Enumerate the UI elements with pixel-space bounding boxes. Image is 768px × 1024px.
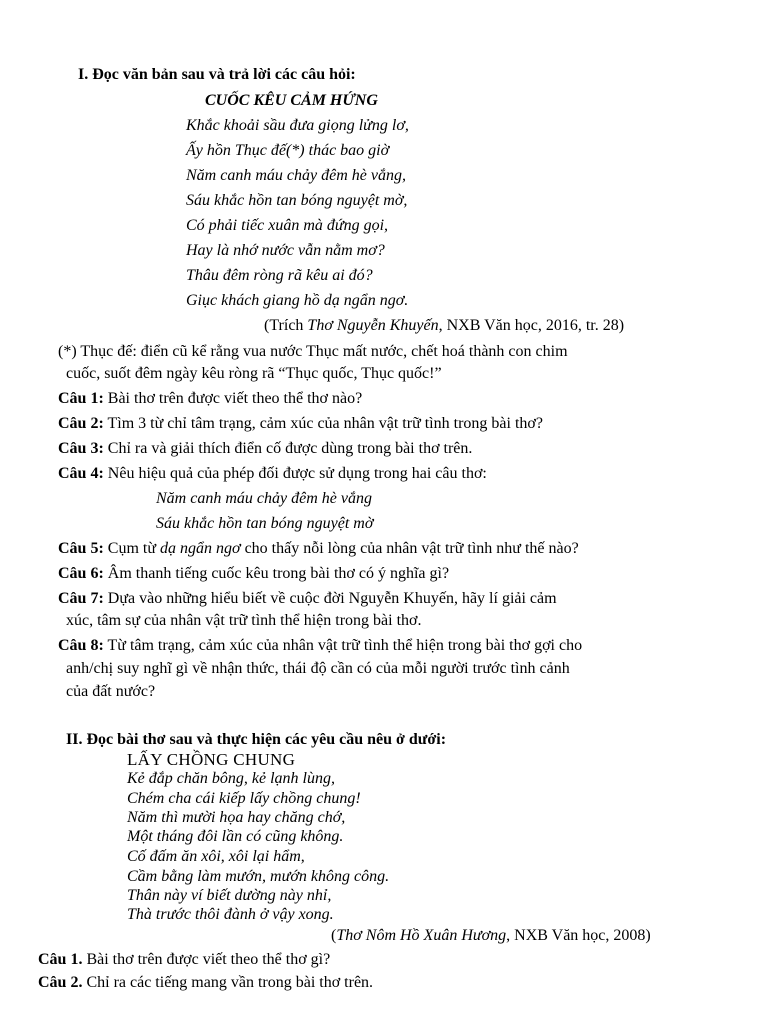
section1-poem-line: Hay là nhớ nước vẫn nằm mơ? — [186, 242, 385, 259]
section2-heading: II. Đọc bài thơ sau và thực hiện các yêu cầu nêu ở dưới: — [66, 731, 447, 748]
section1-footnote: (*) Thục đế: điển cũ kể rằng vua nước Thục mất nước, chết hoá thành con chim — [58, 343, 568, 360]
section1-footnote-cont: cuốc, suốt đêm ngày kêu ròng rã “Thục quốc, Thục quốc!” — [66, 365, 442, 382]
section1-question-4-verse: Năm canh máu chảy đêm hè vắng — [156, 490, 372, 507]
section2-poem-line: Kẻ đắp chăn bông, kẻ lạnh lùng, — [127, 770, 335, 787]
section1-question-8-cont: anh/chị suy nghĩ gì về nhận thức, thái độ cần có của mỗi người trước tình cảnh — [66, 660, 570, 677]
section2-poem-title: LẤY CHỒNG CHUNG — [127, 750, 296, 769]
section1-question-7: Câu 7: Dựa vào những hiểu biết về cuộc đời Nguyễn Khuyến, hãy lí giải cảm — [58, 590, 557, 607]
section1-question-4-verse: Sáu khắc hồn tan bóng nguyệt mờ — [156, 515, 374, 532]
section1-poem-title: CUỐC KÊU CẢM HỨNG — [205, 92, 378, 109]
section1-poem-line: Sáu khắc hồn tan bóng nguyệt mờ, — [186, 192, 408, 209]
section1-poem-line: Giục khách giang hồ dạ ngẩn ngơ. — [186, 292, 409, 309]
section1-poem-line: Thâu đêm ròng rã kêu ai đó? — [186, 267, 373, 284]
section1-question-6: Câu 6: Âm thanh tiếng cuốc kêu trong bài thơ có ý nghĩa gì? — [58, 565, 450, 582]
section1-question-8-cont: của đất nước? — [66, 683, 156, 700]
section1-question-1: Câu 1: Bài thơ trên được viết theo thể thơ nào? — [58, 390, 363, 407]
section1-question-7-cont: xúc, tâm sự của nhân vật trữ tình thể hiện trong bài thơ. — [66, 612, 422, 629]
section2-source: (Thơ Nôm Hồ Xuân Hương, NXB Văn học, 2008) — [331, 927, 651, 944]
section2-poem-line: Cố đấm ăn xôi, xôi lại hẩm, — [127, 848, 305, 865]
section1-question-5: Câu 5: Cụm từ dạ ngẩn ngơ cho thấy nỗi lòng của nhân vật trữ tình như thế nào? — [58, 540, 579, 557]
section1-question-4: Câu 4: Nêu hiệu quả của phép đối được sử dụng trong hai câu thơ: — [58, 465, 487, 482]
section2-poem-line: Thà trước thôi đành ở vậy xong. — [127, 906, 334, 923]
section1-poem-line: Khắc khoải sầu đưa giọng lửng lơ, — [186, 117, 409, 134]
section1-source: (Trích Thơ Nguyễn Khuyến, NXB Văn học, 2016, tr. 28) — [264, 317, 625, 334]
section2-question-2: Câu 2. Chỉ ra các tiếng mang vần trong bài thơ trên. — [38, 974, 374, 991]
section2-poem-line: Cầm bằng làm mướn, mướn không công. — [127, 868, 390, 885]
section1-poem-line: Năm canh máu chảy đêm hè vắng, — [186, 167, 406, 184]
section2-poem-line: Chém cha cái kiếp lấy chồng chung! — [127, 790, 361, 807]
section1-poem-line: Ấy hồn Thục đế(*) thác bao giờ — [186, 142, 390, 159]
section1-question-2: Câu 2: Tìm 3 từ chỉ tâm trạng, cảm xúc của nhân vật trữ tình trong bài thơ? — [58, 415, 543, 432]
section2-poem-line: Thân này ví biết dường này nhỉ, — [127, 887, 332, 904]
section1-poem-line: Có phải tiếc xuân mà đứng gọi, — [186, 217, 389, 234]
section2-poem-line: Một tháng đôi lần có cũng không. — [127, 828, 344, 845]
section1-question-3: Câu 3: Chỉ ra và giải thích điển cố được dùng trong bài thơ trên. — [58, 440, 473, 457]
section2-question-1: Câu 1. Bài thơ trên được viết theo thể thơ gì? — [38, 951, 331, 968]
section1-question-8: Câu 8: Từ tâm trạng, cảm xúc của nhân vật trữ tình thể hiện trong bài thơ gợi cho — [58, 637, 583, 654]
section2-poem-line: Năm thì mười họa hay chăng chớ, — [127, 809, 346, 826]
section1-heading: I. Đọc văn bản sau và trả lời các câu hỏi: — [78, 66, 356, 83]
